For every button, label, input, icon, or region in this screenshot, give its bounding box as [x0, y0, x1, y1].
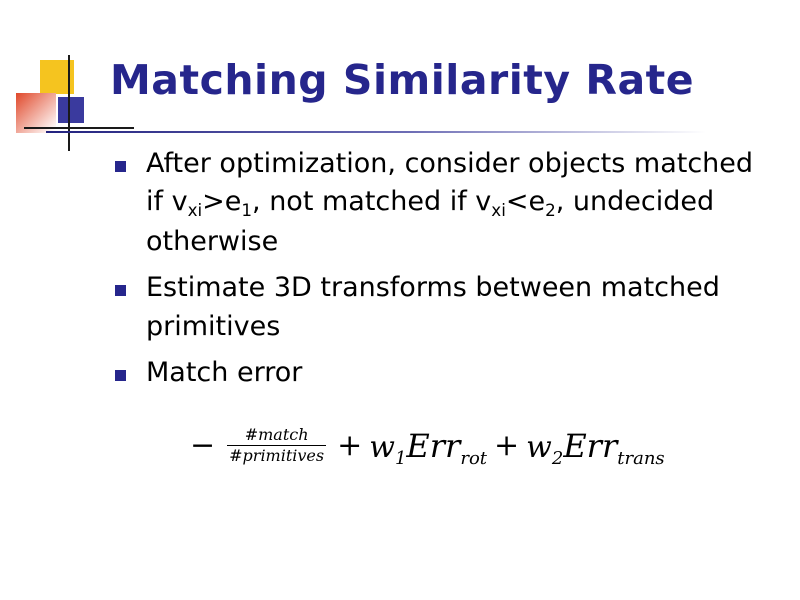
equation-term-trans — [526, 426, 665, 469]
vertical-rule — [68, 55, 70, 151]
equation-w1: w — [369, 429, 395, 465]
bullet-1-pre: After optimization, consider objects matched if v — [146, 148, 754, 218]
equation-fraction-numerator: #match — [244, 425, 309, 444]
bullet-1-mid2: , not matched if v — [252, 186, 492, 218]
bullet-text-3: Match error — [146, 356, 303, 388]
bullet-marker-icon — [115, 370, 126, 381]
equation-term-rot — [369, 426, 488, 469]
equation-err-trans-subscript: trans — [617, 447, 665, 469]
equation-fraction-denominator: #primitives — [229, 446, 325, 465]
equation-w2-subscript: 2 — [551, 447, 564, 469]
bullet-1-sub2: 1 — [241, 200, 253, 221]
bullet-1-sub1: xi — [187, 200, 203, 221]
equation-w1-subscript: 1 — [394, 447, 407, 469]
bullet-text-2: Estimate 3D transforms between matched primitives — [146, 272, 720, 342]
list-item — [110, 269, 770, 346]
bullet-marker-icon — [115, 285, 126, 296]
bullet-marker-icon — [115, 161, 126, 172]
horizontal-rule — [24, 127, 134, 129]
bullet-1-post: , undecided otherwise — [146, 186, 715, 257]
equation-err-rot: Err — [406, 426, 461, 465]
title-underline — [46, 131, 706, 133]
page-title: Matching Similarity Rate — [110, 56, 695, 104]
match-error-equation — [190, 425, 750, 469]
decorative-logo-block — [16, 55, 121, 155]
blue-square-icon — [58, 97, 84, 123]
equation-err-trans: Err — [563, 426, 618, 465]
list-item — [110, 145, 770, 261]
equation-plus-1: + — [337, 428, 363, 463]
equation-err-rot-subscript: rot — [460, 447, 488, 469]
equation-w2: w — [526, 429, 552, 465]
equation-fraction — [227, 425, 326, 466]
bullet-1-sub4: 2 — [545, 200, 556, 221]
bullet-1-sub3: xi — [491, 200, 506, 221]
bullet-text-1 — [146, 148, 753, 257]
bullet-1-mid1: >e — [202, 186, 242, 218]
list-item — [110, 354, 770, 392]
equation-plus-2: + — [494, 428, 520, 463]
equation-minus-sign: − — [190, 428, 216, 463]
bullet-list — [110, 145, 770, 400]
bullet-1-mid3: <e — [505, 186, 546, 218]
